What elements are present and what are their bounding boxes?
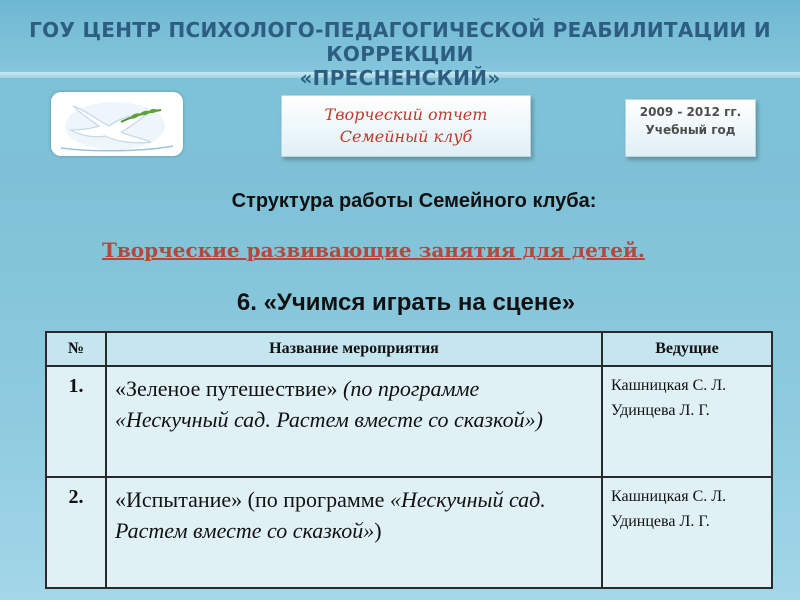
organization-title-line1: ГОУ ЦЕНТР ПСИХОЛОГО-ПЕДАГОГИЧЕСКОЙ РЕАБИЛИТАЦИИ И КОРРЕКЦИИ (29, 18, 771, 66)
academic-year-box (625, 99, 756, 157)
academic-years: 2009 - 2012 гг. (639, 105, 742, 119)
structure-title: Структура работы Семейного клуба: (231, 190, 597, 212)
table-header-row (46, 332, 772, 366)
hosts-cell (602, 477, 772, 588)
header-event-name: Название мероприятия (106, 332, 602, 366)
logo (51, 92, 183, 156)
header-hosts: Ведущие (602, 332, 772, 366)
row-number: 1. (46, 366, 106, 477)
organization-title-line2: «ПРЕСНЕНСКИЙ» (299, 66, 501, 90)
hosts-cell (602, 366, 772, 477)
event-cell (106, 477, 602, 588)
event-program-prefix: (по программе (242, 487, 390, 512)
event-program-suffix: ) (374, 518, 382, 543)
creative-report-box (281, 95, 531, 157)
organization-title (20, 18, 780, 90)
header-number: № (46, 332, 106, 366)
report-title: Творческий отчет (324, 105, 488, 124)
section-title: 6. «Учимся играть на сцене» (236, 289, 576, 316)
events-table (45, 331, 773, 589)
dove-with-olive-branch-icon (51, 92, 183, 156)
row-number: 2. (46, 477, 106, 588)
event-name: Зеленое путешествие» (126, 376, 338, 401)
host-name: Удинцева Л. Г. (611, 513, 710, 530)
activity-title: Творческие развивающие занятия для детей. (102, 238, 645, 262)
host-name: Удинцева Л. Г. (611, 402, 710, 419)
host-name: Кашницкая С. Л. (611, 488, 727, 505)
event-name: «Испытание» (115, 487, 243, 512)
table-row (46, 366, 772, 477)
table-row (46, 477, 772, 588)
event-program: (по программе «Нескучный сад. Растем вместе со сказкой») (115, 376, 543, 432)
report-subtitle: Семейный клуб (339, 127, 473, 146)
academic-year-label: Учебный год (645, 123, 736, 137)
event-cell (106, 366, 602, 477)
event-program: «Нескучный сад. Растем вместе со сказкой» (115, 487, 546, 543)
host-name: Кашницкая С. Л. (611, 377, 727, 394)
event-quote: « (115, 376, 126, 401)
